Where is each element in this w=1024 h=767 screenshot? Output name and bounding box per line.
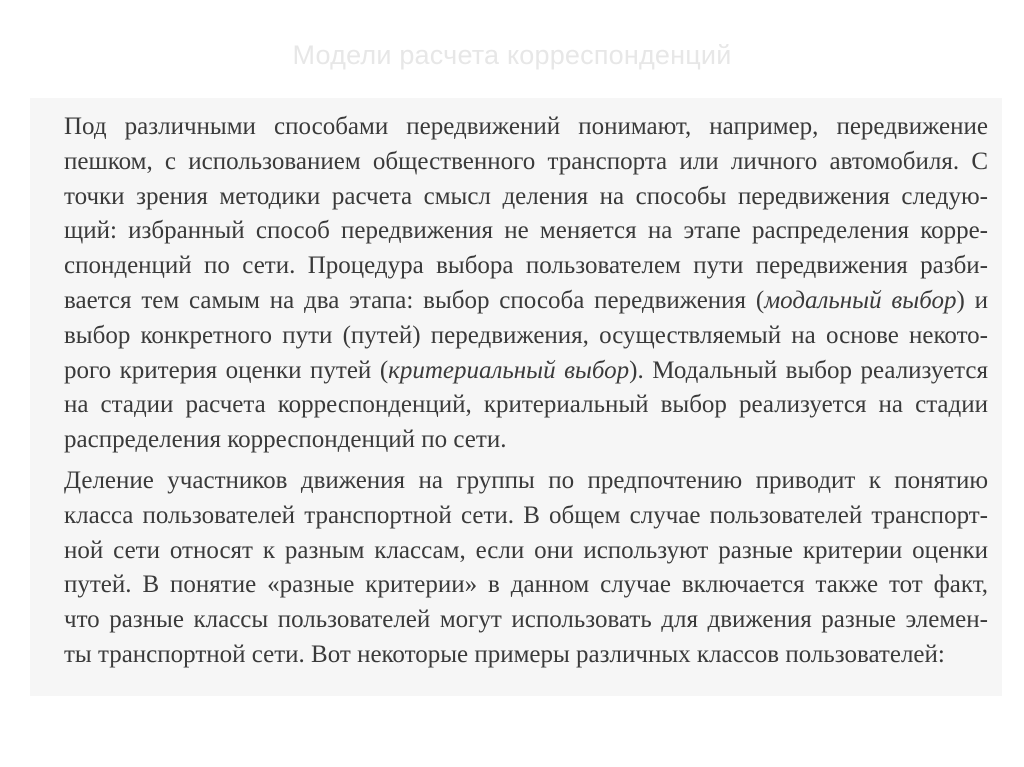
- paragraph-1-line-2: пешком, с использованием общественного транспорта или личного автомобиля. С: [64, 147, 988, 175]
- paragraph-1-line-3: точки зрения методики расчета смысл деления на способы передвижения следую-: [64, 182, 988, 210]
- paragraph-1-line-6: [64, 284, 988, 319]
- paragraph-2-line-1: Деление участников движения на группы по предпочтению приводит к понятию: [64, 466, 988, 494]
- paragraph-1-line-5: спонденций по сети. Процедура выбора пользователем пути передвижения разби-: [64, 252, 988, 280]
- paragraph-2-line-5: что разные классы пользователей могут использовать для движения разные элемен-: [64, 606, 988, 634]
- paragraph-1-line-8: [64, 354, 988, 389]
- paragraph-2-line-4: путей. В понятие «разные критерии» в данном случае включается также тот факт,: [64, 571, 988, 599]
- criterial-choice-term: критериальный выбор: [388, 356, 630, 384]
- paragraph-2-line-6: ты транспортной сети. Вот некоторые примеры различных классов пользователей:: [64, 640, 945, 668]
- modal-choice-term: модальный выбор: [764, 286, 957, 314]
- paragraph-1-line-4: щий: избранный способ передвижения не меняется на этапе распределения корре-: [64, 217, 988, 245]
- scanned-text-block: [30, 98, 1002, 696]
- paragraph-2-line-3: ной сети относят к разным классам, если они используют разные критерии оценки: [64, 536, 988, 564]
- slide-title: Модели расчета корреспонденций: [292, 40, 732, 70]
- paragraph-1-line-9: на стадии расчета корреспонденций, критериальный выбор реализуется на стадии: [64, 391, 988, 419]
- line-8-text-start: рого критерия оценки путей (: [64, 356, 389, 384]
- line-6-text-start: вается тем самым на два этапа: выбор способа передвижения (: [64, 286, 765, 314]
- paragraph-2-line-2: класса пользователей транспортной сети. В общем случае пользователей транспорт-: [64, 501, 988, 529]
- paragraph-1-line-10: распределения корреспонденций по сети.: [64, 426, 507, 454]
- paragraph-1-line-1: Под различными способами передвижений понимают, например, передвижение: [64, 113, 988, 140]
- line-6-text-end: ) и: [956, 286, 988, 314]
- paragraph-1-line-7: выбор конкретного пути (путей) передвижения, осуществляемый на основе некото-: [64, 321, 988, 349]
- line-8-text-end: ). Модальный выбор реализуется: [629, 356, 988, 384]
